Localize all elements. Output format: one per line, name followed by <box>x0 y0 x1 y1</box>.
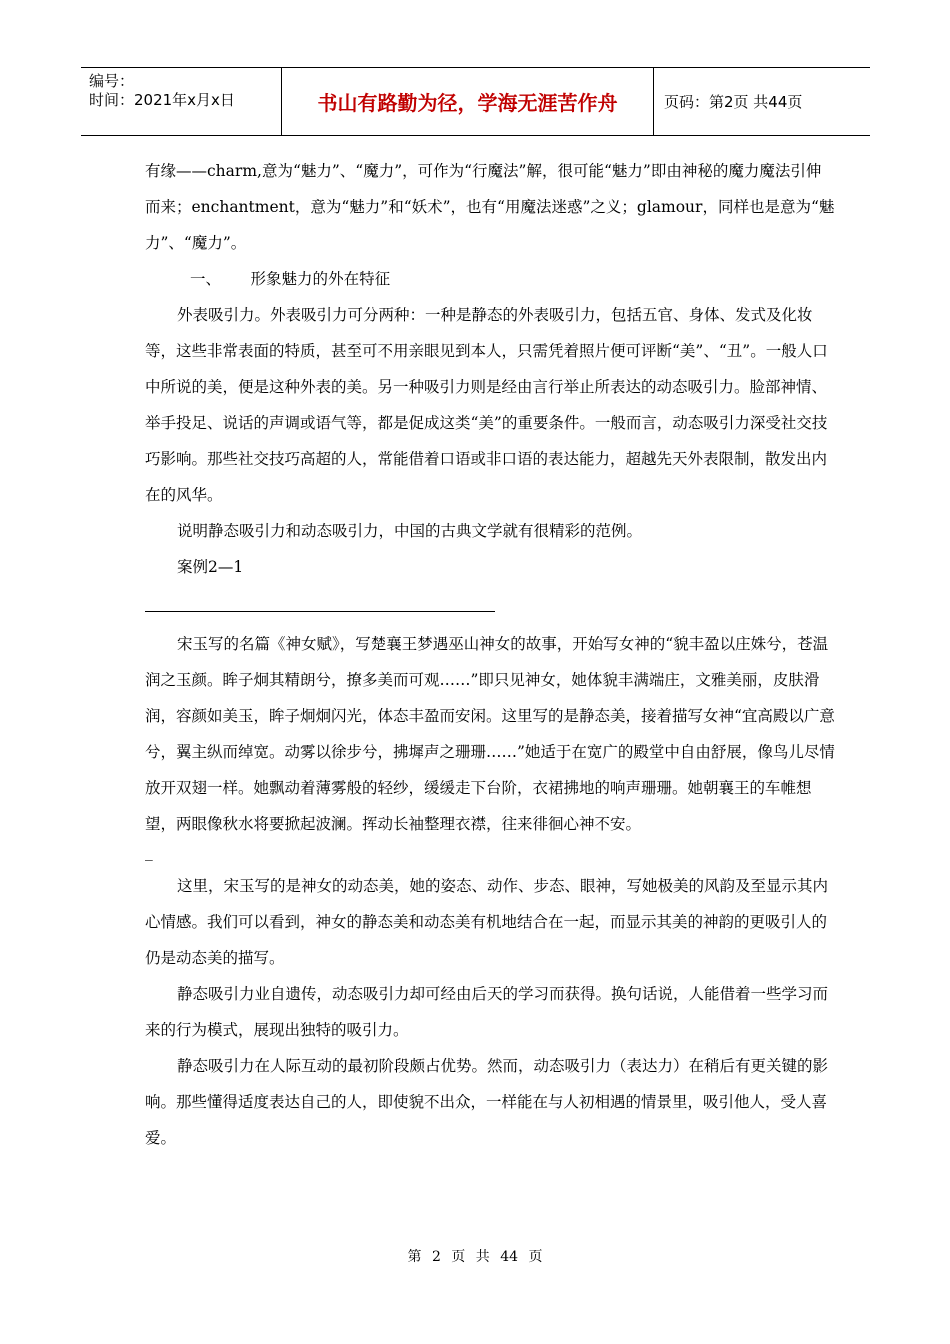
horizontal-rule <box>145 611 495 612</box>
page-footer: 第 2 页 共 44 页 <box>407 1249 543 1265</box>
section-heading: 一、 形象魅力的外在特征 <box>190 270 391 288</box>
header-page-info: 页码：第2页 共44页 <box>664 93 803 111</box>
paragraph-advantage: 静态吸引力在人际互动的最初阶段颇占优势。然而，动态吸引力（表达力）在稍后有更关键的影响。那些懂得适度表达自己的人，即使貌不出众，一样能在与人初相遇的情景里，吸引他人，受人喜爱。 <box>145 1057 829 1147</box>
page-header <box>81 67 870 136</box>
document-body <box>145 153 835 1156</box>
document-time-label: 时间：2021年x月x日 <box>89 91 235 109</box>
header-meta <box>81 68 282 135</box>
header-motto: 书山有路勤为径，学海无涯苦作舟 <box>282 68 654 135</box>
paragraph-examples: 说明静态吸引力和动态吸引力，中国的古典文学就有很精彩的范例。 <box>177 522 643 540</box>
paragraph-appearance: 外表吸引力。外表吸引力可分两种：一种是静态的外表吸引力，包括五官、身体、发式及化妆等，这些非常表面的特质，甚至可不用亲眼见到本人，只需凭着照片便可评断“美”、“丑”。一般人口中所说的美，便是这种外表的美。另一种吸引力则是经由言行举止所表达的动态吸引力。脸部神情、举手投足、说话的声调或语气等，都是促成这类“美”的重要条件。一般而言，动态吸引力深受社交技巧影响。那些社交技巧高超的人，常能借着口语或非口语的表达能力，超越先天外表限制，散发出内在的风华。 <box>145 306 828 504</box>
document-number-label: 编号： <box>89 72 135 90</box>
paragraph-intro: 有缘——charm,意为“魅力”、“魔力”，可作为“行魔法”解，很可能“魅力”即由神秘的魔力魔法引伸而来；enchantment，意为“魅力”和“妖术”，也有“用魔法迷惑”之义；glamour，同样也是意为“魅力”、“魔力”。 <box>145 162 835 252</box>
paragraph-dynamic: 这里，宋玉写的是神女的动态美，她的姿态、动作、步态、眼神，写她极美的风韵及至显示其内心情感。我们可以看到，神女的静态美和动态美有机地结合在一起，而显示其美的神韵的更吸引人的仍是动态美的描写。 <box>145 877 829 967</box>
case-label: 案例2—1 <box>177 558 244 576</box>
paragraph-heredity: 静态吸引力业自遗传，动态吸引力却可经由后天的学习而获得。换句话说，人能借着一些学习而来的行为模式，展现出独特的吸引力。 <box>145 985 829 1039</box>
paragraph-case: 宋玉写的名篇《神女赋》，写楚襄王梦遇巫山神女的故事，开始写女神的“貌丰盈以庄姝兮，苍温润之玉颜。眸子炯其精朗兮，撩多美而可观……”即只见神女，她体貌丰满端庄，文雅美丽，皮肤滑润，容颜如美玉，眸子炯炯闪光，体态丰盈而安闲。这里写的是静态美，接着描写女神“宜高殿以广意兮，翼主纵而绰宽。动雾以徐步兮，拂墀声之珊珊……”她适于在宽广的殿堂中自由舒展，像鸟儿尽情放开双翅一样。她飘动着薄雾般的轻纱，缓缓走下台阶，衣裙拂地的响声珊珊。她朝襄王的车帷想望，两眼像秋水将要掀起波澜。挥动长袖整理衣襟，往来徘徊心神不安。 <box>145 635 835 833</box>
dash-mark: _ <box>145 843 153 861</box>
